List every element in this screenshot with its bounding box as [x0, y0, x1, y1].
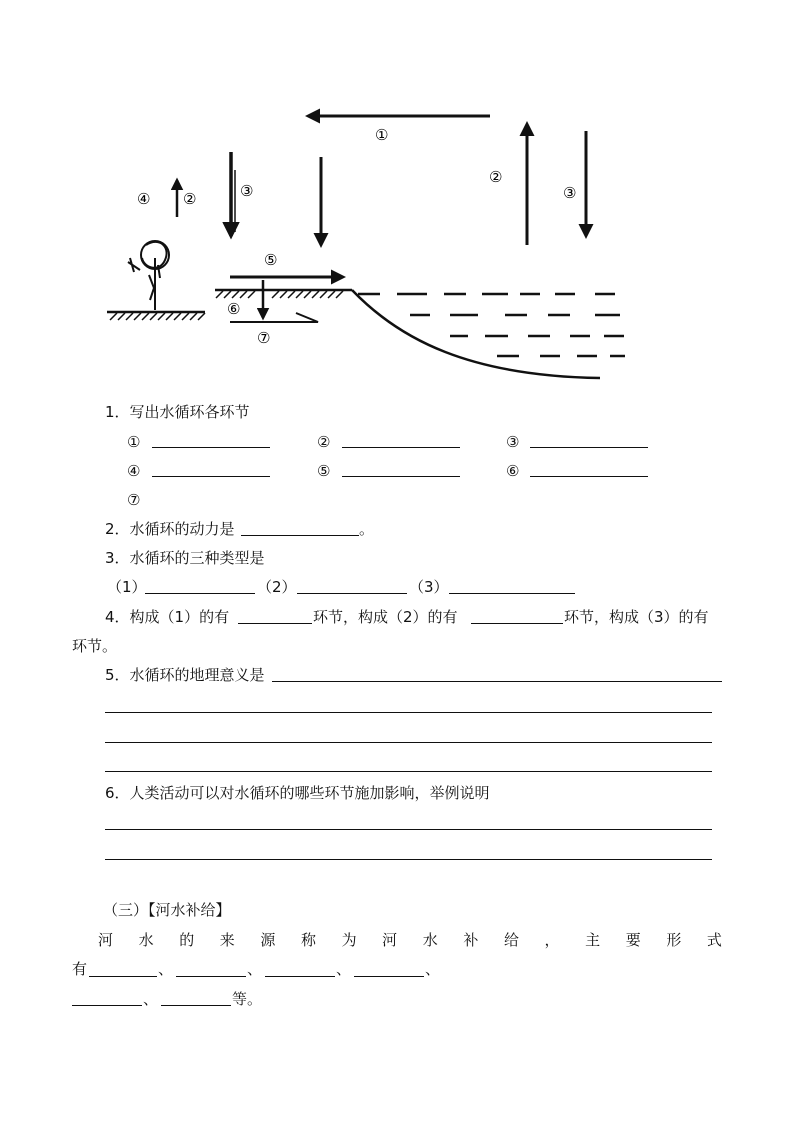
supply-answer-4[interactable]	[354, 976, 424, 977]
char: ，	[544, 931, 560, 949]
section3-heading: （三）【河水补给】	[103, 901, 231, 919]
q6-title: 6．人类活动可以对水循环的哪些环节施加影响，举例说明	[105, 784, 490, 802]
supply-answer-3[interactable]	[265, 976, 335, 977]
label-3-left: ③	[240, 182, 254, 200]
supply-answer-5[interactable]	[72, 1005, 142, 1006]
q1-title: 1．写出水循环各环节	[105, 403, 250, 421]
q3-part-2: （2）	[257, 578, 297, 596]
q1-answer-4[interactable]	[152, 476, 270, 477]
q4-answer-1[interactable]	[238, 623, 312, 624]
q5-answer-line-3[interactable]	[105, 742, 712, 743]
water-cycle-diagram	[0, 0, 794, 400]
supply-answer-6[interactable]	[161, 1005, 231, 1006]
q1-answer-2[interactable]	[342, 447, 460, 448]
q4-text-b: 环节，构成（2）的有	[313, 608, 458, 626]
tree-icon	[128, 241, 169, 310]
char: 式	[706, 931, 722, 949]
q3-part-3: （3）	[409, 578, 449, 596]
section3-line-1	[98, 931, 722, 949]
q1-mark-3: ③	[506, 433, 520, 451]
q1-mark-1: ①	[127, 433, 141, 451]
q6-answer-line-2[interactable]	[105, 859, 712, 860]
char: 来	[219, 931, 235, 949]
ground-left	[107, 312, 205, 320]
q2-prefix: 2．水循环的动力是	[105, 520, 235, 538]
q1-mark-7: ⑦	[127, 491, 141, 509]
label-5: ⑤	[264, 251, 278, 269]
separator: 、	[247, 960, 263, 978]
char: 河	[382, 931, 398, 949]
label-1: ①	[375, 126, 389, 144]
q1-mark-5: ⑤	[317, 462, 331, 480]
separator: 、	[143, 990, 159, 1008]
q3-part-1: （1）	[107, 578, 147, 596]
char: 河	[98, 931, 114, 949]
char: 称	[300, 931, 316, 949]
separator: 、	[158, 960, 174, 978]
ground-coast	[215, 290, 352, 298]
ocean-water	[358, 294, 625, 356]
q1-mark-4: ④	[127, 462, 141, 480]
q1-answer-5[interactable]	[342, 476, 460, 477]
q1-answer-6[interactable]	[530, 476, 648, 477]
q1-answer-1[interactable]	[152, 447, 270, 448]
q4-text-d: 环节。	[72, 637, 118, 655]
char: 的	[179, 931, 195, 949]
char: 源	[260, 931, 276, 949]
q3-answer-1[interactable]	[145, 593, 255, 594]
q3-title: 3．水循环的三种类型是	[105, 549, 265, 567]
label-2-right: ②	[489, 168, 503, 186]
label-4: ④	[137, 190, 151, 208]
char: 水	[422, 931, 438, 949]
ocean-basin	[352, 290, 600, 378]
q6-answer-line-1[interactable]	[105, 829, 712, 830]
separator: 、	[425, 960, 441, 978]
q5-title: 5．水循环的地理意义是	[105, 666, 265, 684]
label-3-right: ③	[563, 184, 577, 202]
q4-text-a: 4．构成（1）的有	[105, 608, 230, 626]
q2-answer[interactable]	[241, 535, 359, 536]
q5-answer-line-4[interactable]	[105, 771, 712, 772]
q1-answer-3[interactable]	[530, 447, 648, 448]
q4-text-c: 环节，构成（3）的有	[564, 608, 709, 626]
char: 补	[463, 931, 479, 949]
supply-answer-2[interactable]	[176, 976, 246, 977]
arrow-7-underground-runoff	[230, 313, 318, 322]
char: 要	[625, 931, 641, 949]
label-7: ⑦	[257, 329, 271, 347]
separator: 、	[336, 960, 352, 978]
q4-answer-2[interactable]	[471, 623, 563, 624]
char: 为	[341, 931, 357, 949]
q1-mark-6: ⑥	[506, 462, 520, 480]
char: 形	[666, 931, 682, 949]
q1-mark-2: ②	[317, 433, 331, 451]
section3-end: 等。	[232, 990, 263, 1008]
char: 给	[503, 931, 519, 949]
char: 主	[585, 931, 601, 949]
q3-answer-2[interactable]	[297, 593, 407, 594]
label-2-left: ②	[183, 190, 197, 208]
q2-suffix: 。	[359, 520, 375, 538]
section3-line2-prefix: 有	[72, 960, 88, 978]
supply-answer-1[interactable]	[89, 976, 157, 977]
q5-answer-line-1[interactable]	[272, 681, 722, 682]
label-6: ⑥	[227, 300, 241, 318]
q3-answer-3[interactable]	[449, 593, 575, 594]
char: 水	[138, 931, 154, 949]
q5-answer-line-2[interactable]	[105, 712, 712, 713]
